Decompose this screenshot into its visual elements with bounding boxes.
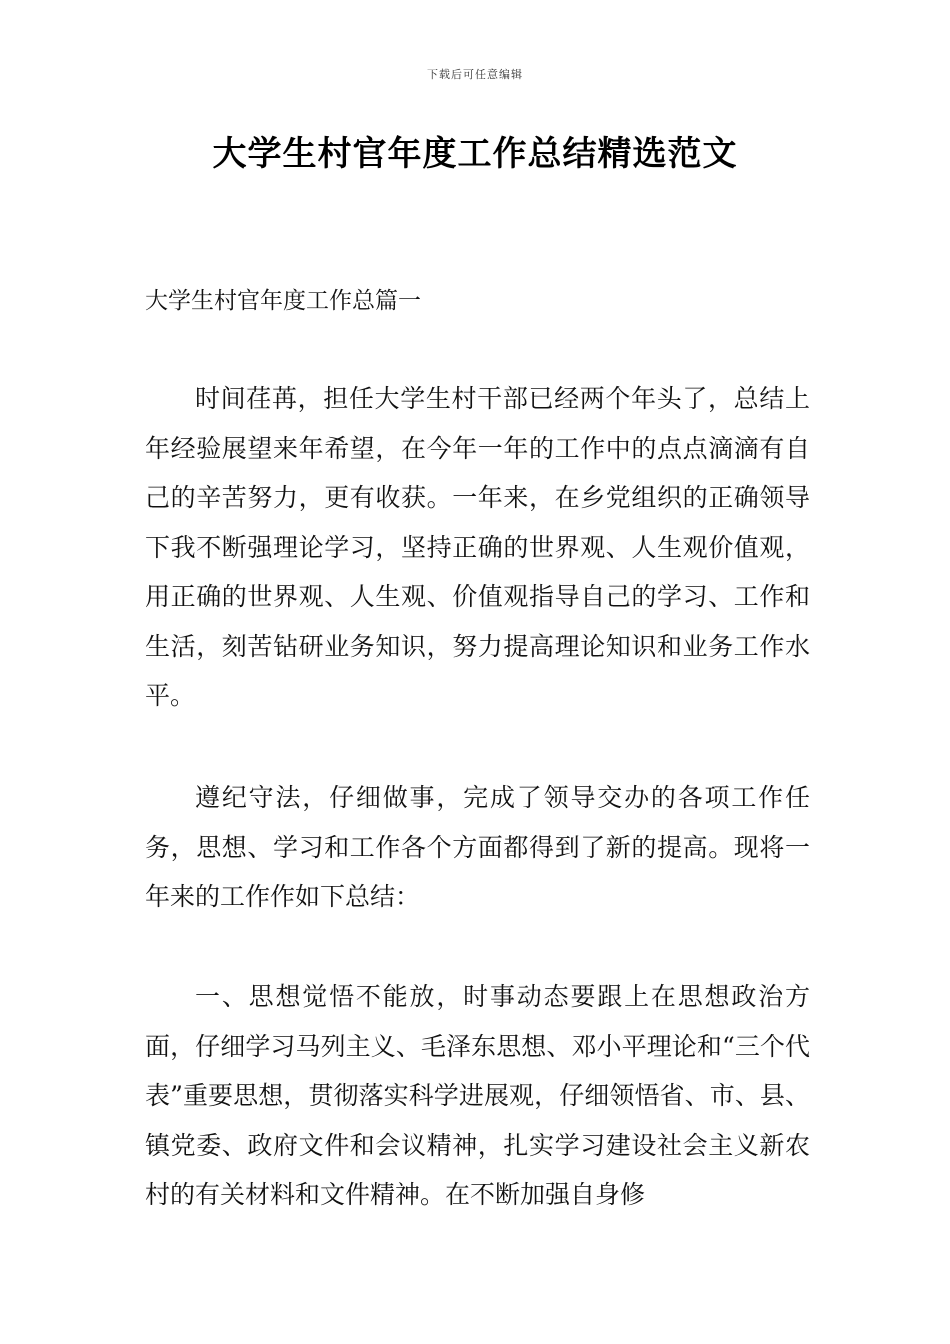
body-paragraph-1: 时间荏苒，担任大学生村干部已经两个年头了，总结上年经验展望来年希望，在今年一年的工作中的点点滴滴有自己的辛苦努力，更有收获。一年来，在乡党组织的正确领导下我不断强理论学习，坚持正确的世界观、人生观价值观，用正确的世界观、人生观、价值观指导自己的学习、工作和生活，刻苦钻研业务知识，努力提高理论知识和业务工作水平。 [145,384,810,710]
document-title: 大学生村官年度工作总结精选范文 [212,134,738,174]
body-paragraph-2: 遵纪守法，仔细做事，完成了领导交办的各项工作任务，思想、学习和工作各个方面都得到了新的提高。现将一年来的工作作如下总结： [145,783,810,911]
body-paragraph-3: 一、思想觉悟不能放，时事动态要跟上在思想政治方面，仔细学习马列主义、毛泽东思想、邓小平理论和“三个代表”重要思想，贯彻落实科学进展观，仔细领悟省、市、县、镇党委、政府文件和会议精神，扎实学习建设社会主义新农村的有关材料和文件精神。在不断加强自身修 [145,982,810,1209]
page-header-note: 下载后可任意编辑 [427,68,523,81]
section-heading: 大学生村官年度工作总篇一 [145,288,421,314]
